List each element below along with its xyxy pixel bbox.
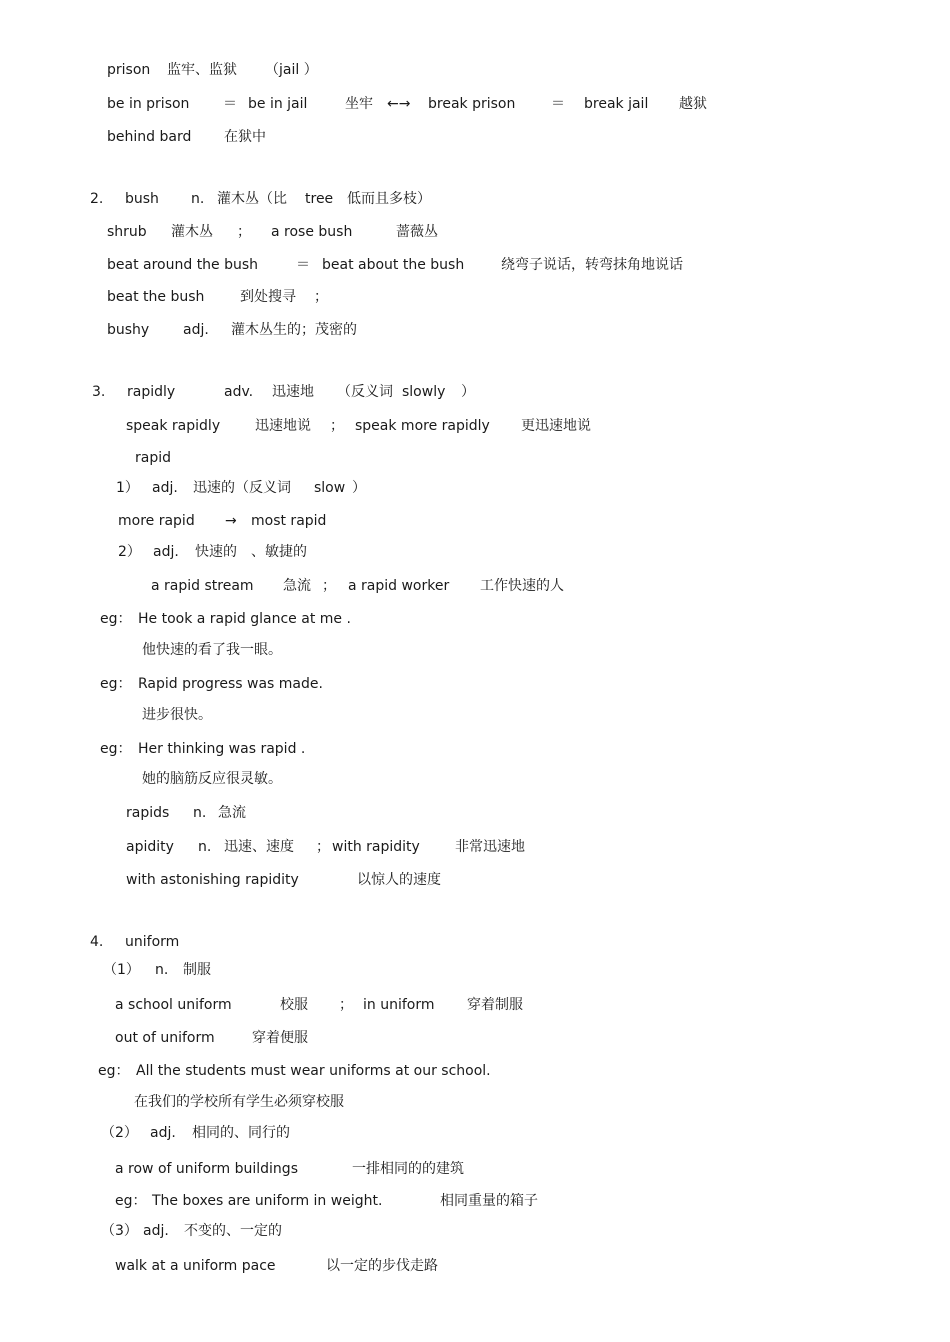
text-segment: ＝ <box>551 96 565 112</box>
text-segment: shrub <box>107 224 147 240</box>
text-segment: adj. <box>153 544 179 560</box>
text-segment: 她的脑筋反应很灵敏。 <box>142 771 282 787</box>
text-segment: uniform <box>125 934 180 950</box>
text-segment: 以一定的步伐走路 <box>326 1258 438 1274</box>
text-segment: 非常迅速地 <box>455 839 525 855</box>
text-segment: speak more rapidly <box>355 418 490 434</box>
text-segment: beat the bush <box>107 289 205 305</box>
text-segment: 2） <box>118 544 141 560</box>
text-segment: beat around the bush <box>107 257 259 273</box>
text-segment: （2） <box>101 1125 138 1141</box>
text-segment: ； <box>316 839 330 855</box>
text-segment: in uniform <box>363 997 435 1013</box>
text-segment: 越狱 <box>679 96 707 112</box>
text-segment: 以惊人的速度 <box>357 872 441 888</box>
text-segment: Her thinking was rapid . <box>138 741 306 757</box>
text-segment: 不变的、一定的 <box>184 1223 282 1239</box>
text-segment: rapids <box>126 805 170 821</box>
text-segment: 低而且多枝） <box>347 191 431 207</box>
text-segment: 坐牢 <box>345 96 373 112</box>
text-segment: slow <box>314 480 346 496</box>
text-segment: 急流 <box>283 578 311 594</box>
text-segment: 相同重量的箱子 <box>440 1193 538 1209</box>
text-segment: He took a rapid glance at me . <box>138 611 351 627</box>
text-segment: rapidly <box>127 384 176 400</box>
text-segment: most rapid <box>251 513 327 529</box>
text-segment: 3. <box>92 384 106 400</box>
text-segment: eg： <box>115 1193 147 1209</box>
text-segment: n. <box>198 839 212 855</box>
text-segment: adv. <box>224 384 254 400</box>
text-segment: behind bard <box>107 129 192 145</box>
text-segment: ←→ <box>387 96 411 112</box>
text-segment: 迅速、速度 <box>224 839 294 855</box>
text-segment: beat about the bush <box>322 257 465 273</box>
text-segment: → <box>225 513 237 529</box>
text-segment: 相同的、同行的 <box>192 1125 290 1141</box>
text-segment: 穿着便服 <box>252 1030 308 1046</box>
text-segment: be in prison <box>107 96 190 112</box>
text-segment: bush <box>125 191 159 207</box>
text-segment: ； <box>314 289 328 305</box>
text-segment: 制服 <box>183 962 211 978</box>
text-segment: a rapid worker <box>348 578 450 594</box>
text-segment: （jail ） <box>265 62 318 78</box>
text-segment: 灌木丛（比 <box>217 191 287 207</box>
text-segment: adj. <box>152 480 178 496</box>
text-segment: a rose bush <box>271 224 353 240</box>
text-segment: rapid <box>135 450 171 466</box>
text-segment: with astonishing rapidity <box>126 872 299 888</box>
text-segment: speak rapidly <box>126 418 221 434</box>
text-segment: 迅速地说 <box>255 418 311 434</box>
text-segment: 蔷薇丛 <box>396 224 438 240</box>
text-segment: n. <box>155 962 169 978</box>
text-segment: 快速的 <box>195 544 237 560</box>
text-segment: 更迅速地说 <box>521 418 591 434</box>
text-segment: be in jail <box>248 96 308 112</box>
text-segment: walk at a uniform pace <box>115 1258 276 1274</box>
text-segment: 灌木丛生的；茂密的 <box>231 322 357 338</box>
text-segment: bushy <box>107 322 150 338</box>
text-segment: eg： <box>98 1063 130 1079</box>
text-segment: 监牢、监狱 <box>167 62 237 78</box>
text-segment: （3） <box>101 1223 138 1239</box>
text-segment: 急流 <box>218 805 246 821</box>
text-segment: 一排相同的的建筑 <box>352 1161 464 1177</box>
text-segment: 在我们的学校所有学生必须穿校服 <box>134 1094 344 1110</box>
text-segment: eg： <box>100 611 132 627</box>
text-segment: 到处搜寻 <box>240 289 296 305</box>
text-segment: 穿着制服 <box>467 997 523 1013</box>
text-segment: ＝ <box>296 257 310 273</box>
text-segment: tree <box>305 191 334 207</box>
text-segment: eg： <box>100 676 132 692</box>
text-segment: a school uniform <box>115 997 232 1013</box>
text-segment: slowly <box>402 384 446 400</box>
text-segment: 、敏捷的 <box>251 544 307 560</box>
text-segment: 迅速地 <box>272 384 314 400</box>
text-segment: 在狱中 <box>224 129 266 145</box>
text-segment: All the students must wear uniforms at our school. <box>136 1063 491 1079</box>
text-segment: 迅速的（反义词 <box>193 480 291 496</box>
text-segment: adj. <box>143 1223 169 1239</box>
text-segment: 他快速的看了我一眼。 <box>142 642 282 658</box>
text-segment: out of uniform <box>115 1030 215 1046</box>
text-segment: adj. <box>150 1125 176 1141</box>
text-segment: ； <box>330 418 344 434</box>
text-segment: 绕弯子说话，转弯抹角地说话 <box>501 257 683 273</box>
text-segment: ； <box>322 578 336 594</box>
text-segment: 灌木丛 <box>171 224 213 240</box>
text-segment: The boxes are uniform in weight. <box>152 1193 383 1209</box>
text-segment: （1） <box>103 962 140 978</box>
text-segment: ） <box>352 480 366 496</box>
text-segment: Rapid progress was made. <box>138 676 323 692</box>
text-segment: apidity <box>126 839 174 855</box>
text-segment: with rapidity <box>332 839 420 855</box>
text-segment: eg： <box>100 741 132 757</box>
text-segment: 2. <box>90 191 104 207</box>
text-segment: 工作快速的人 <box>480 578 564 594</box>
text-segment: break prison <box>428 96 516 112</box>
text-segment: a row of uniform buildings <box>115 1161 298 1177</box>
text-segment: ； <box>339 997 353 1013</box>
text-segment: 4. <box>90 934 104 950</box>
text-segment: 进步很快。 <box>142 707 212 723</box>
text-segment: n. <box>191 191 205 207</box>
text-segment: n. <box>193 805 207 821</box>
text-segment: break jail <box>584 96 649 112</box>
text-segment: adj. <box>183 322 209 338</box>
text-segment: ＝ <box>223 96 237 112</box>
text-segment: prison <box>107 62 151 78</box>
text-segment: ） <box>461 384 475 400</box>
text-segment: a rapid stream <box>151 578 254 594</box>
text-segment: ； <box>237 224 251 240</box>
text-segment: 1） <box>116 480 139 496</box>
text-segment: more rapid <box>118 513 195 529</box>
text-segment: 校服 <box>280 997 308 1013</box>
text-segment: （反义词 <box>337 384 393 400</box>
